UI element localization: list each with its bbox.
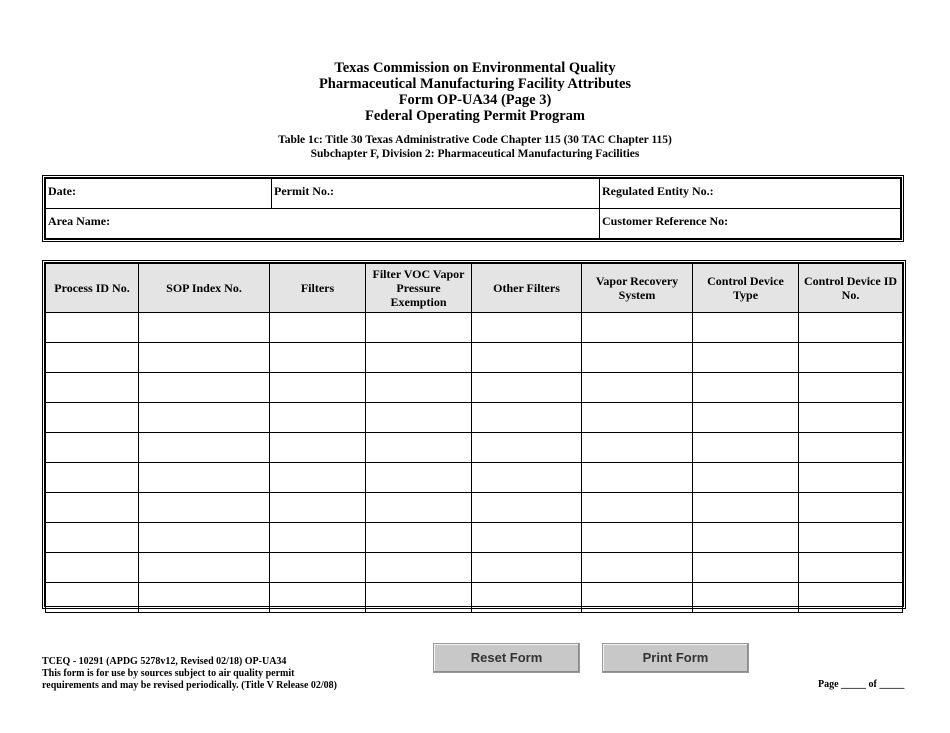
table-cell-filter-voc-exemption xyxy=(366,583,472,613)
sop-index-input[interactable] xyxy=(139,433,269,462)
table-cell-filters xyxy=(270,433,366,463)
control-device-type-input[interactable] xyxy=(693,373,798,402)
table-cell-vapor-recovery xyxy=(582,553,693,583)
table-cell-filter-voc-exemption xyxy=(366,433,472,463)
table-cell-sop-index xyxy=(139,493,270,523)
control-device-id-input[interactable] xyxy=(799,463,902,492)
table-cell-control-device-id xyxy=(799,463,903,493)
table-cell-sop-index xyxy=(139,463,270,493)
vapor-recovery-input[interactable] xyxy=(582,403,692,432)
filters-input[interactable] xyxy=(270,343,365,372)
program-name: Federal Operating Permit Program xyxy=(365,108,585,124)
filter-voc-exemption-input[interactable] xyxy=(366,493,471,522)
control-device-type-input[interactable] xyxy=(693,463,798,492)
other-filters-input[interactable] xyxy=(472,343,581,372)
control-device-id-input[interactable] xyxy=(799,343,902,372)
process-id-input[interactable] xyxy=(46,553,138,582)
process-id-input[interactable] xyxy=(46,313,138,342)
table-cell-other-filters xyxy=(472,493,582,523)
other-filters-input[interactable] xyxy=(472,373,581,402)
sop-index-input[interactable] xyxy=(139,403,269,432)
table-cell-vapor-recovery xyxy=(582,493,693,523)
filters-input[interactable] xyxy=(270,493,365,522)
date-label: Date: xyxy=(48,184,76,198)
sop-index-input[interactable] xyxy=(139,523,269,552)
table-cell-control-device-type xyxy=(693,403,799,433)
table-subtitle xyxy=(0,133,950,161)
table-cell-filters xyxy=(270,553,366,583)
col-header-control-device-id: Control Device ID No. xyxy=(799,264,903,313)
table-cell-process-id xyxy=(46,583,139,613)
col-header-sop-index: SOP Index No. xyxy=(139,264,270,313)
table-cell-other-filters xyxy=(472,553,582,583)
table-cell-vapor-recovery xyxy=(582,313,693,343)
sop-index-input[interactable] xyxy=(139,583,269,612)
print-form-button[interactable]: Print Form xyxy=(602,643,749,673)
table-cell-filters xyxy=(270,343,366,373)
table-cell-sop-index xyxy=(139,403,270,433)
table-cell-other-filters xyxy=(472,433,582,463)
table-cell-filters xyxy=(270,403,366,433)
table-cell-filters xyxy=(270,493,366,523)
table-cell-process-id xyxy=(46,463,139,493)
date-field[interactable] xyxy=(46,179,272,209)
table-cell-process-id xyxy=(46,343,139,373)
regulated-entity-label: Regulated Entity No.: xyxy=(602,184,714,198)
filter-voc-exemption-input[interactable] xyxy=(366,313,471,342)
table-cell-process-id xyxy=(46,553,139,583)
vapor-recovery-input[interactable] xyxy=(582,463,692,492)
table-cell-filters xyxy=(270,523,366,553)
permit-number-field[interactable] xyxy=(272,179,600,209)
form-release-line: requirements and may be revised periodically. (Title V Release 02/08) xyxy=(42,680,337,691)
regulated-entity-field[interactable] xyxy=(600,179,901,209)
control-device-id-input[interactable] xyxy=(799,313,902,342)
table-cell-filter-voc-exemption xyxy=(366,523,472,553)
control-device-type-input[interactable] xyxy=(693,493,798,522)
table-cell-filters xyxy=(270,463,366,493)
process-id-input[interactable] xyxy=(46,433,138,462)
table-cell-vapor-recovery xyxy=(582,373,693,403)
customer-reference-field[interactable] xyxy=(600,209,901,239)
table-cell-vapor-recovery xyxy=(582,433,693,463)
filter-voc-exemption-input[interactable] xyxy=(366,523,471,552)
applicant-info-box xyxy=(42,175,904,242)
col-header-filter-voc-exemption: Filter VOC Vapor Pressure Exemption xyxy=(366,264,472,313)
table-cell-filter-voc-exemption xyxy=(366,403,472,433)
col-header-other-filters: Other Filters xyxy=(472,264,582,313)
table-cell-process-id xyxy=(46,403,139,433)
sop-index-input[interactable] xyxy=(139,343,269,372)
reset-form-button[interactable]: Reset Form xyxy=(433,643,580,673)
table-cell-vapor-recovery xyxy=(582,343,693,373)
table-cell-control-device-type xyxy=(693,463,799,493)
table-cell-control-device-id xyxy=(799,343,903,373)
table-cell-control-device-type xyxy=(693,313,799,343)
table-cell-control-device-type xyxy=(693,493,799,523)
table-cell-other-filters xyxy=(472,373,582,403)
filter-voc-exemption-input[interactable] xyxy=(366,553,471,582)
vapor-recovery-input[interactable] xyxy=(582,523,692,552)
table-cell-process-id xyxy=(46,493,139,523)
process-id-input[interactable] xyxy=(46,343,138,372)
filters-input[interactable] xyxy=(270,523,365,552)
table-cell-sop-index xyxy=(139,523,270,553)
permit-number-label: Permit No.: xyxy=(274,184,334,198)
control-device-id-input[interactable] xyxy=(799,553,902,582)
other-filters-input[interactable] xyxy=(472,523,581,552)
form-number: Form OP-UA34 (Page 3) xyxy=(398,92,552,108)
sop-index-input[interactable] xyxy=(139,463,269,492)
table-cell-filter-voc-exemption xyxy=(366,313,472,343)
col-header-vapor-recovery: Vapor Recovery System xyxy=(582,264,693,313)
table-row xyxy=(46,523,903,553)
table-cell-control-device-id xyxy=(799,553,903,583)
table-cell-control-device-type xyxy=(693,583,799,613)
table-cell-control-device-type xyxy=(693,553,799,583)
sop-index-input[interactable] xyxy=(139,313,269,342)
area-name-label: Area Name: xyxy=(48,214,111,228)
table-row xyxy=(46,373,903,403)
area-name-field[interactable] xyxy=(46,209,600,239)
filter-voc-exemption-input[interactable] xyxy=(366,463,471,492)
table-cell-process-id xyxy=(46,313,139,343)
table-cell-filter-voc-exemption xyxy=(366,553,472,583)
vapor-recovery-input[interactable] xyxy=(582,493,692,522)
table-cell-filter-voc-exemption xyxy=(366,493,472,523)
table-cell-other-filters xyxy=(472,463,582,493)
applicant-info-table xyxy=(45,178,901,239)
vapor-recovery-input[interactable] xyxy=(582,553,692,582)
filters-input[interactable] xyxy=(270,433,365,462)
table-cell-filter-voc-exemption xyxy=(366,343,472,373)
control-device-type-input[interactable] xyxy=(693,313,798,342)
other-filters-input[interactable] xyxy=(472,493,581,522)
other-filters-input[interactable] xyxy=(472,313,581,342)
control-device-type-input[interactable] xyxy=(693,403,798,432)
filters-input[interactable] xyxy=(270,463,365,492)
table-cell-other-filters xyxy=(472,523,582,553)
table-cell-other-filters xyxy=(472,343,582,373)
table-cell-filters xyxy=(270,583,366,613)
sop-index-input[interactable] xyxy=(139,493,269,522)
table-cell-control-device-id xyxy=(799,313,903,343)
customer-reference-label: Customer Reference No: xyxy=(602,214,729,228)
table-cell-filter-voc-exemption xyxy=(366,373,472,403)
table-row xyxy=(46,433,903,463)
table-cell-control-device-id xyxy=(799,493,903,523)
vapor-recovery-input[interactable] xyxy=(582,583,692,612)
table-cell-control-device-id xyxy=(799,373,903,403)
filter-voc-exemption-input[interactable] xyxy=(366,583,471,612)
filters-input[interactable] xyxy=(270,553,365,582)
process-id-input[interactable] xyxy=(46,403,138,432)
vapor-recovery-input[interactable] xyxy=(582,373,692,402)
table-cell-control-device-id xyxy=(799,433,903,463)
filter-voc-exemption-input[interactable] xyxy=(366,373,471,402)
filter-voc-exemption-input[interactable] xyxy=(366,433,471,462)
filters-input[interactable] xyxy=(270,373,365,402)
table-cell-sop-index xyxy=(139,343,270,373)
table-cell-control-device-type xyxy=(693,523,799,553)
filters-input[interactable] xyxy=(270,583,365,612)
process-id-input[interactable] xyxy=(46,523,138,552)
control-device-id-input[interactable] xyxy=(799,403,902,432)
table-cell-filters xyxy=(270,313,366,343)
col-header-process-id: Process ID No. xyxy=(46,264,139,313)
process-id-input[interactable] xyxy=(46,493,138,522)
table-row xyxy=(46,313,903,343)
process-id-input[interactable] xyxy=(46,583,138,612)
control-device-type-input[interactable] xyxy=(693,553,798,582)
table-row xyxy=(46,493,903,523)
control-device-id-input[interactable] xyxy=(799,583,902,612)
table-cell-control-device-type xyxy=(693,373,799,403)
table-cell-control-device-type xyxy=(693,433,799,463)
table-cell-filters xyxy=(270,373,366,403)
control-device-id-input[interactable] xyxy=(799,433,902,462)
other-filters-input[interactable] xyxy=(472,583,581,612)
sop-index-input[interactable] xyxy=(139,373,269,402)
control-device-type-input[interactable] xyxy=(693,433,798,462)
control-device-id-input[interactable] xyxy=(799,373,902,402)
table-row xyxy=(46,403,903,433)
filters-input[interactable] xyxy=(270,313,365,342)
table-cell-vapor-recovery xyxy=(582,463,693,493)
table-cell-process-id xyxy=(46,373,139,403)
table-cell-vapor-recovery xyxy=(582,523,693,553)
form-footer xyxy=(42,656,337,692)
other-filters-input[interactable] xyxy=(472,403,581,432)
control-device-type-input[interactable] xyxy=(693,523,798,552)
form-revision-line: TCEQ - 10291 (APDG 5278v12, Revised 02/18) OP-UA34 xyxy=(42,656,287,667)
attributes-table xyxy=(45,263,903,613)
control-device-id-input[interactable] xyxy=(799,523,902,552)
table-cell-vapor-recovery xyxy=(582,583,693,613)
other-filters-input[interactable] xyxy=(472,463,581,492)
table-cell-filter-voc-exemption xyxy=(366,463,472,493)
table-row xyxy=(46,343,903,373)
col-header-filters: Filters xyxy=(270,264,366,313)
form-usage-line: This form is for use by sources subject to air quality permit xyxy=(42,668,295,679)
table-cell-control-device-type xyxy=(693,343,799,373)
table-cell-other-filters xyxy=(472,313,582,343)
other-filters-input[interactable] xyxy=(472,553,581,582)
process-id-input[interactable] xyxy=(46,373,138,402)
table-cell-other-filters xyxy=(472,583,582,613)
vapor-recovery-input[interactable] xyxy=(582,433,692,462)
form-heading: Pharmaceutical Manufacturing Facility Attributes xyxy=(318,76,632,92)
table-cell-sop-index xyxy=(139,433,270,463)
col-header-control-device-type: Control Device Type xyxy=(693,264,799,313)
page-number: Page _____ of _____ xyxy=(818,679,905,690)
control-device-type-input[interactable] xyxy=(693,343,798,372)
control-device-type-input[interactable] xyxy=(693,583,798,612)
filter-voc-exemption-input[interactable] xyxy=(366,343,471,372)
attributes-table-box xyxy=(42,260,906,609)
form-title xyxy=(0,60,950,124)
other-filters-input[interactable] xyxy=(472,433,581,462)
table-cell-control-device-id xyxy=(799,523,903,553)
table-cell-vapor-recovery xyxy=(582,403,693,433)
table-row xyxy=(46,583,903,613)
filters-input[interactable] xyxy=(270,403,365,432)
table-cell-process-id xyxy=(46,523,139,553)
table-title-line: Table 1c: Title 30 Texas Administrative Code Chapter 115 (30 TAC Chapter 115) xyxy=(278,134,672,146)
table-subchapter-line: Subchapter F, Division 2: Pharmaceutical Manufacturing Facilities xyxy=(310,148,640,160)
vapor-recovery-input[interactable] xyxy=(582,313,692,342)
table-cell-control-device-id xyxy=(799,403,903,433)
table-cell-sop-index xyxy=(139,313,270,343)
filter-voc-exemption-input[interactable] xyxy=(366,403,471,432)
table-cell-other-filters xyxy=(472,403,582,433)
table-row xyxy=(46,463,903,493)
sop-index-input[interactable] xyxy=(139,553,269,582)
table-body xyxy=(46,313,903,613)
vapor-recovery-input[interactable] xyxy=(582,343,692,372)
process-id-input[interactable] xyxy=(46,463,138,492)
table-cell-control-device-id xyxy=(799,583,903,613)
table-cell-sop-index xyxy=(139,553,270,583)
agency-name: Texas Commission on Environmental Quality xyxy=(334,60,616,76)
table-cell-sop-index xyxy=(139,373,270,403)
table-header-row xyxy=(46,264,903,313)
table-cell-sop-index xyxy=(139,583,270,613)
table-cell-process-id xyxy=(46,433,139,463)
control-device-id-input[interactable] xyxy=(799,493,902,522)
table-row xyxy=(46,553,903,583)
